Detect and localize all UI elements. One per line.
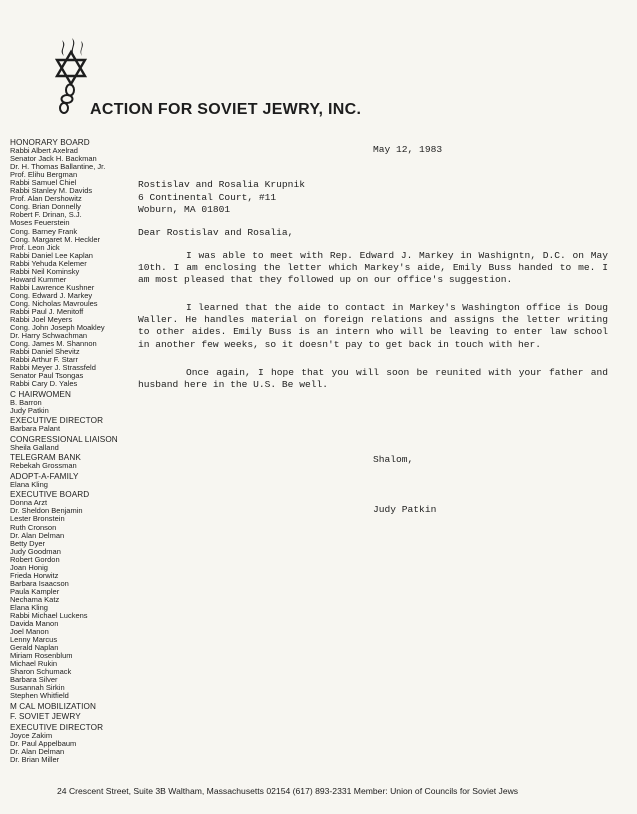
paragraph-3: Once again, I hope that you will soon be reunited with your father and husband here in the U.S. Be well. <box>138 366 608 390</box>
signer-name: Judy Patkin <box>373 504 437 515</box>
roster-name: Barbara Silver <box>10 675 58 685</box>
roster-name: Rabbi Arthur F. Starr <box>10 355 78 365</box>
roster-heading: EXECUTIVE DIRECTOR <box>10 722 104 732</box>
roster-name: Robert Gordon <box>10 554 60 564</box>
roster-name: Judy Patkin <box>10 405 49 415</box>
roster-heading: EXECUTIVE BOARD <box>10 490 90 500</box>
roster-name: Sheila Galland <box>10 442 59 452</box>
roster-name: Cong. Nicholas Mavroules <box>10 298 98 308</box>
roster-name: Rabbi Paul J. Menitoff <box>10 306 84 316</box>
roster-name: Rabbi Albert Axelrad <box>10 146 78 156</box>
board-roster <box>10 139 135 764</box>
roster-section <box>10 417 135 433</box>
roster-section <box>10 454 135 470</box>
recipient-name: Rostislav and Rosalia Krupnik <box>138 179 305 190</box>
roster-name: Senator Paul Tsongas <box>10 371 84 381</box>
letter-body <box>138 0 618 780</box>
recipient-city: Woburn, MA 01801 <box>138 204 231 215</box>
roster-name: Betty Dyer <box>10 538 46 548</box>
roster-name: Dr. Sheldon Benjamin <box>10 506 83 516</box>
roster-name: Prof. Alan Dershowitz <box>10 194 82 204</box>
paragraph-2: I learned that the aide to contact in Markey's Washington office is Doug Waller. He handles material on foreign relations and assigns the letter writing to other aides. Emily Buss is an intern who will be leaving to enter law school in another few weeks, so it doesn't pay to get back in touch with her. <box>138 302 608 350</box>
roster-name: Cong. Edward J. Markey <box>10 290 93 300</box>
roster-name: Miriam Rosenblum <box>10 651 73 661</box>
roster-section <box>10 139 135 388</box>
roster-name: Rabbi Daniel Lee Kaplan <box>10 250 93 260</box>
roster-name: Joyce Zakim <box>10 730 53 740</box>
roster-name: Paula Kampler <box>10 586 60 596</box>
roster-name: Barbara Isaacson <box>10 578 69 588</box>
closing: Shalom, <box>373 454 414 465</box>
roster-name: Stephen Whitfield <box>10 691 69 701</box>
roster-name: Joan Honig <box>10 562 48 572</box>
roster-name: Elana Kling <box>10 602 48 612</box>
roster-name: Cong. Barney Frank <box>10 226 78 236</box>
roster-name: Cong. Brian Donnelly <box>10 202 81 212</box>
roster-name: Dr. Paul Appelbaum <box>10 738 77 748</box>
roster-name: Frieda Horwitz <box>10 570 59 580</box>
roster-section <box>10 391 135 415</box>
roster-name: Cong. Margaret M. Heckler <box>10 234 101 244</box>
star-of-david-chain-logo-icon <box>48 38 94 114</box>
roster-name: Rabbi Stanley M. Davids <box>10 186 93 196</box>
roster-name: Cong. John Joseph Moakley <box>10 323 105 333</box>
roster-name: Dr. Harry Schwachman <box>10 331 88 341</box>
roster-name: Susannah Sirkin <box>10 683 65 693</box>
roster-heading: C HAIRWOMEN <box>10 389 71 399</box>
roster-name: Ruth Cronson <box>10 522 57 532</box>
roster-section <box>10 473 135 489</box>
roster-section <box>10 724 135 764</box>
roster-name: Lenny Marcus <box>10 635 58 645</box>
roster-heading: F. SOVIET JEWRY <box>10 712 81 722</box>
roster-section <box>10 491 135 700</box>
roster-name: B. Barron <box>10 397 42 407</box>
roster-name: Michael Rukin <box>10 659 58 669</box>
roster-name: Lester Bronstein <box>10 514 65 524</box>
roster-name: Robert F. Drinan, S.J. <box>10 210 82 220</box>
roster-name: Howard Kummer <box>10 274 67 284</box>
letterhead-footer: 24 Crescent Street, Suite 3B Waltham, Massachusetts 02154 (617) 893-2331 Member: Union of Councils for Soviet Jews <box>57 786 519 796</box>
roster-name: Rabbi Daniel Shevitz <box>10 347 80 357</box>
roster-section <box>10 713 135 721</box>
roster-name: Prof. Elihu Bergman <box>10 170 78 180</box>
roster-name: Sharon Schumack <box>10 667 72 677</box>
roster-name: Elana Kling <box>10 479 48 489</box>
roster-name: Senator Jack H. Backman <box>10 154 97 164</box>
roster-name: Judy Goodman <box>10 546 61 556</box>
roster-name: Rabbi Neil Kominsky <box>10 266 80 276</box>
roster-heading: TELEGRAM BANK <box>10 453 81 463</box>
roster-name: Dr. H. Thomas Ballantine, Jr. <box>10 162 106 172</box>
roster-name: Prof. Leon Jick <box>10 242 60 252</box>
letter-date: May 12, 1983 <box>373 144 443 155</box>
roster-section <box>10 703 135 711</box>
roster-name: Rabbi Yehuda Kelemer <box>10 258 87 268</box>
roster-name: Donna Arzt <box>10 498 48 508</box>
roster-section <box>10 436 135 452</box>
roster-name: Barbara Palant <box>10 424 61 434</box>
roster-name: Davida Manon <box>10 619 59 629</box>
roster-name: Dr. Brian Miller <box>10 754 60 764</box>
paragraph-1: I was able to meet with Rep. Edward J. Markey in Washigntn, D.C. on May 10th. I am enclosing the letter which Markey's aide, Emily Buss handed to me. I am most pleased that they followed up on our office's suggestion. <box>138 250 608 286</box>
letter-paragraphs <box>138 250 608 407</box>
roster-heading: CONGRESSIONAL LIAISON <box>10 434 118 444</box>
roster-name: Gerald Naplan <box>10 643 59 653</box>
recipient-street: 6 Continental Court, #11 <box>138 191 277 203</box>
roster-heading: HONORARY BOARD <box>10 138 90 147</box>
roster-name: Dr. Alan Delman <box>10 746 65 756</box>
organization-name: ACTION FOR SOVIET JEWRY, INC. <box>90 101 362 118</box>
roster-name: Rabbi Michael Luckens <box>10 611 88 621</box>
recipient-address <box>138 179 305 217</box>
roster-name: Nechama Katz <box>10 594 60 604</box>
roster-name: Joel Manon <box>10 627 49 637</box>
roster-name: Dr. Alan Delman <box>10 530 65 540</box>
roster-name: Moses Feuerstein <box>10 218 70 228</box>
roster-name: Rebekah Grossman <box>10 461 77 471</box>
roster-name: Rabbi Lawrence Kushner <box>10 282 95 292</box>
roster-name: Cong. James M. Shannon <box>10 339 97 349</box>
salutation: Dear Rostislav and Rosalia, <box>138 227 294 238</box>
roster-name: Rabbi Joel Meyers <box>10 315 73 325</box>
roster-name: Rabbi Samuel Chiel <box>10 178 77 188</box>
roster-name: Rabbi Cary D. Yales <box>10 379 78 389</box>
roster-heading: EXECUTIVE DIRECTOR <box>10 416 104 426</box>
roster-heading: ADOPT-A-FAMILY <box>10 471 79 481</box>
roster-name: Rabbi Meyer J. Strassfeld <box>10 363 96 373</box>
roster-heading: M CAL MOBILIZATION <box>10 701 96 711</box>
